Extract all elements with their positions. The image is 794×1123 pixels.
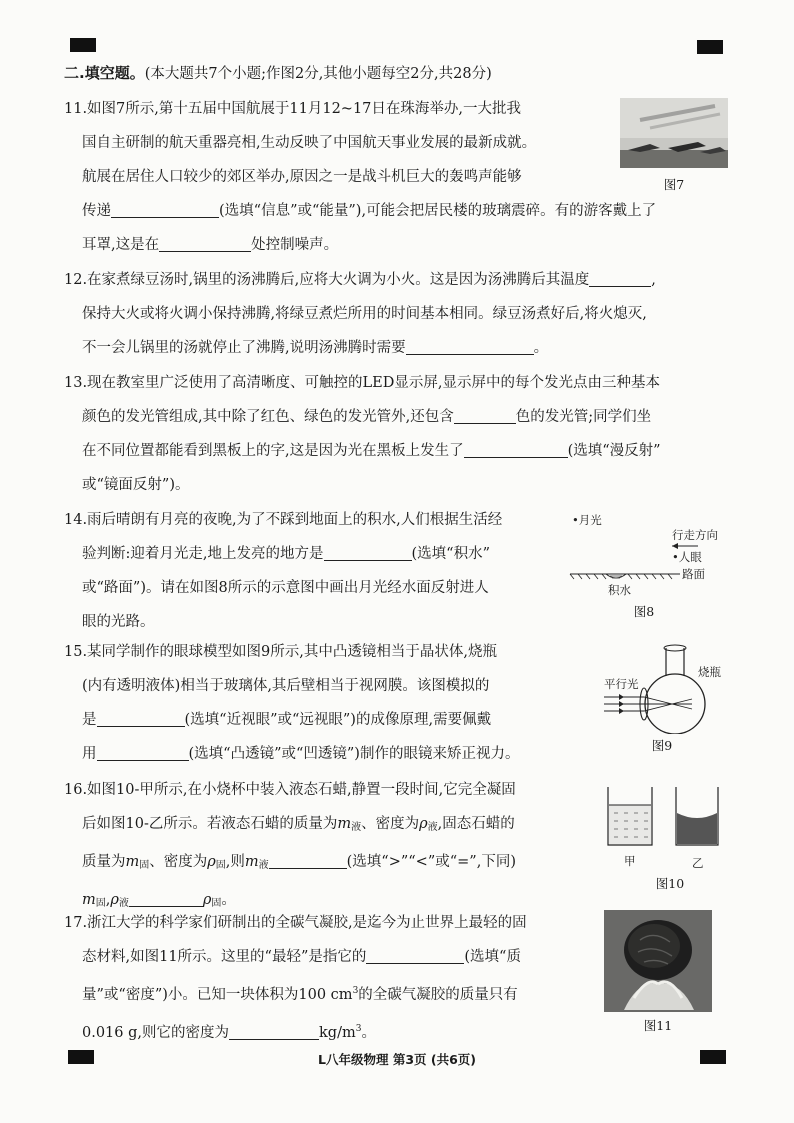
question-14 — [64, 503, 502, 639]
figure-10-beakers — [600, 783, 724, 873]
q11-line-1: 11.如图7所示,第十五届中国航展于11月12~17日在珠海举办,一大批我 — [64, 101, 522, 117]
q16-line-2: 后如图10-乙所示。若液态石蜡的质量为$m_液$、密度为$\rho_液$,固态石蜡的 — [82, 816, 515, 833]
q16-line-3: 质量为$m_固$、密度为$\rho_固$,则$m_液$ (选填“>”“<”或“=”,下同) — [64, 845, 516, 883]
question-11 — [64, 92, 656, 262]
q15-line-3: 是 (选填“近视眼”或“远视眼”)的成像原理,需要佩戴 — [64, 703, 519, 737]
q14-blank-1[interactable] — [324, 542, 412, 561]
parallel-light-label: 平行光 — [604, 677, 639, 691]
question-13 — [64, 366, 661, 502]
figure-8-diagram — [566, 508, 736, 600]
q12-line-2: 保持大火或将火调小保持沸腾,将绿豆煮烂所用的时间基本相同。绿豆汤煮好后,将火熄灭, — [82, 306, 647, 322]
q13-line-3: 在不同位置都能看到黑板上的字,这是因为光在黑板上发生了 (选填“漫反射” — [64, 434, 661, 468]
q15-line-2: (内有透明液体)相当于玻璃体,其后壁相当于视网膜。该图模拟的 — [82, 678, 490, 694]
figure-11-aerogel-photo — [604, 910, 712, 1012]
q17-line-2: 态材料,如图11所示。这里的“最轻”是指它的 (选填“质 — [64, 940, 527, 974]
q12-blank-1[interactable] — [589, 268, 651, 287]
q17-line-3: 量”或“密度”)小。已知一块体积为100 $cm^3$的全碳气凝胶的质量只有 — [82, 986, 518, 1003]
walk-direction-label: 行走方向 — [672, 528, 718, 542]
q17-blank-1[interactable] — [366, 945, 464, 964]
q17-line-1: 17.浙江大学的科学家们研制出的全碳气凝胶,是迄今为止世界上最轻的固 — [64, 915, 527, 931]
q17-blank-2[interactable] — [229, 1021, 319, 1040]
q11-blank-1[interactable] — [111, 199, 219, 218]
q11-line-5: 耳罩,这是在 处控制噪声。 — [64, 228, 656, 262]
label-jia: 甲 — [624, 854, 636, 868]
q14-line-2: 验判断:迎着月光走,地上发亮的地方是 (选填“积水” — [64, 537, 502, 571]
q15-line-1: 15.某同学制作的眼球模型如图9所示,其中凸透镜相当于晶状体,烧瓶 — [64, 644, 498, 660]
road-label: 路面 — [682, 567, 705, 581]
q13-line-2: 颜色的发光管组成,其中除了红色、绿色的发光管外,还包含 色的发光管;同学们坐 — [64, 400, 661, 434]
figure-8-caption: 图8 — [633, 604, 655, 619]
q17-line-4: 0.016 g,则它的密度为 $kg/m^3$。 — [64, 1012, 527, 1050]
q14-line-1: 14.雨后晴朗有月亮的夜晚,为了不踩到地面上的积水,人们根据生活经 — [64, 512, 503, 528]
q12-line-1: 12.在家煮绿豆汤时,锅里的汤沸腾后,应将大火调为小火。这是因为汤沸腾后其温度 , — [64, 263, 656, 297]
label-yi: 乙 — [692, 856, 704, 870]
question-17 — [64, 906, 527, 1050]
page-footer: L八年级物理 第3页 (共6页) — [318, 1052, 476, 1067]
figure-7-caption: 图7 — [663, 177, 685, 192]
figure-9-caption: 图9 — [651, 738, 673, 753]
beaker-yi — [676, 787, 718, 845]
q11-line-2: 国自主研制的航天重器亮相,生动反映了中国航天事业发展的最新成就。 — [82, 135, 537, 151]
q13-line-4: 或“镜面反射”)。 — [82, 477, 190, 493]
question-15 — [64, 635, 519, 771]
section-title: 二.填空题。 — [64, 64, 145, 82]
q15-blank-2[interactable] — [97, 742, 189, 761]
question-12 — [64, 263, 656, 365]
registration-mark-top-left — [70, 38, 96, 52]
flask-label: 烧瓶 — [698, 665, 721, 679]
q16-line-1: 16.如图10-甲所示,在小烧杯中装入液态石蜡,静置一段时间,它完全凝固 — [64, 782, 516, 798]
q15-blank-1[interactable] — [97, 708, 185, 727]
figure-11-caption: 图11 — [643, 1018, 673, 1033]
water-label: 积水 — [608, 583, 631, 597]
q12-blank-2[interactable] — [406, 336, 534, 355]
q11-line-4: 传递 (选填“信息”或“能量”),可能会把居民楼的玻璃震碎。有的游客戴上了 — [64, 194, 656, 228]
q14-line-3: 或“路面”)。请在如图8所示的示意图中画出月光经水面反射进人 — [82, 580, 489, 596]
section-header — [64, 62, 744, 85]
arrow-head-icon — [672, 543, 678, 549]
q16-line-4: $m_固,\rho_液$ $\rho_固$。 — [64, 883, 516, 921]
registration-mark-top-right — [697, 40, 723, 54]
q13-blank-2[interactable] — [464, 439, 568, 458]
q13-blank-1[interactable] — [454, 405, 516, 424]
moon-label: •月光 — [572, 513, 602, 527]
q16-blank-2[interactable] — [129, 888, 203, 907]
ray-arrow-icon — [619, 694, 624, 714]
q11-blank-2[interactable] — [159, 233, 251, 252]
q16-blank-1[interactable] — [269, 850, 347, 869]
flask-neck — [666, 648, 684, 676]
flask-rim — [664, 645, 686, 651]
q14-line-4: 眼的光路。 — [82, 614, 155, 630]
figure-10-caption: 图10 — [655, 876, 685, 891]
question-16 — [64, 773, 516, 921]
section-note: (本大题共7个小题;作图2分,其他小题每空2分,共28分) — [144, 66, 492, 82]
figure-7-airshow-photo — [620, 98, 728, 168]
eye-label: •人眼 — [672, 550, 702, 564]
figure-9-eye-model — [596, 638, 736, 734]
q13-line-1: 13.现在教室里广泛使用了高清晰度、可触控的LED显示屏,显示屏中的每个发光点由三种基本 — [64, 375, 661, 391]
q15-line-4: 用 (选填“凸透镜”或“凹透镜”)制作的眼镜来矫正视力。 — [64, 737, 519, 771]
q11-line-3: 航展在居住人口较少的郊区举办,原因之一是战斗机巨大的轰鸣声能够 — [82, 169, 522, 185]
q12-line-3: 不一会儿锅里的汤就停止了沸腾,说明汤沸腾时需要 。 — [64, 331, 656, 365]
beaker-jia — [608, 787, 652, 845]
